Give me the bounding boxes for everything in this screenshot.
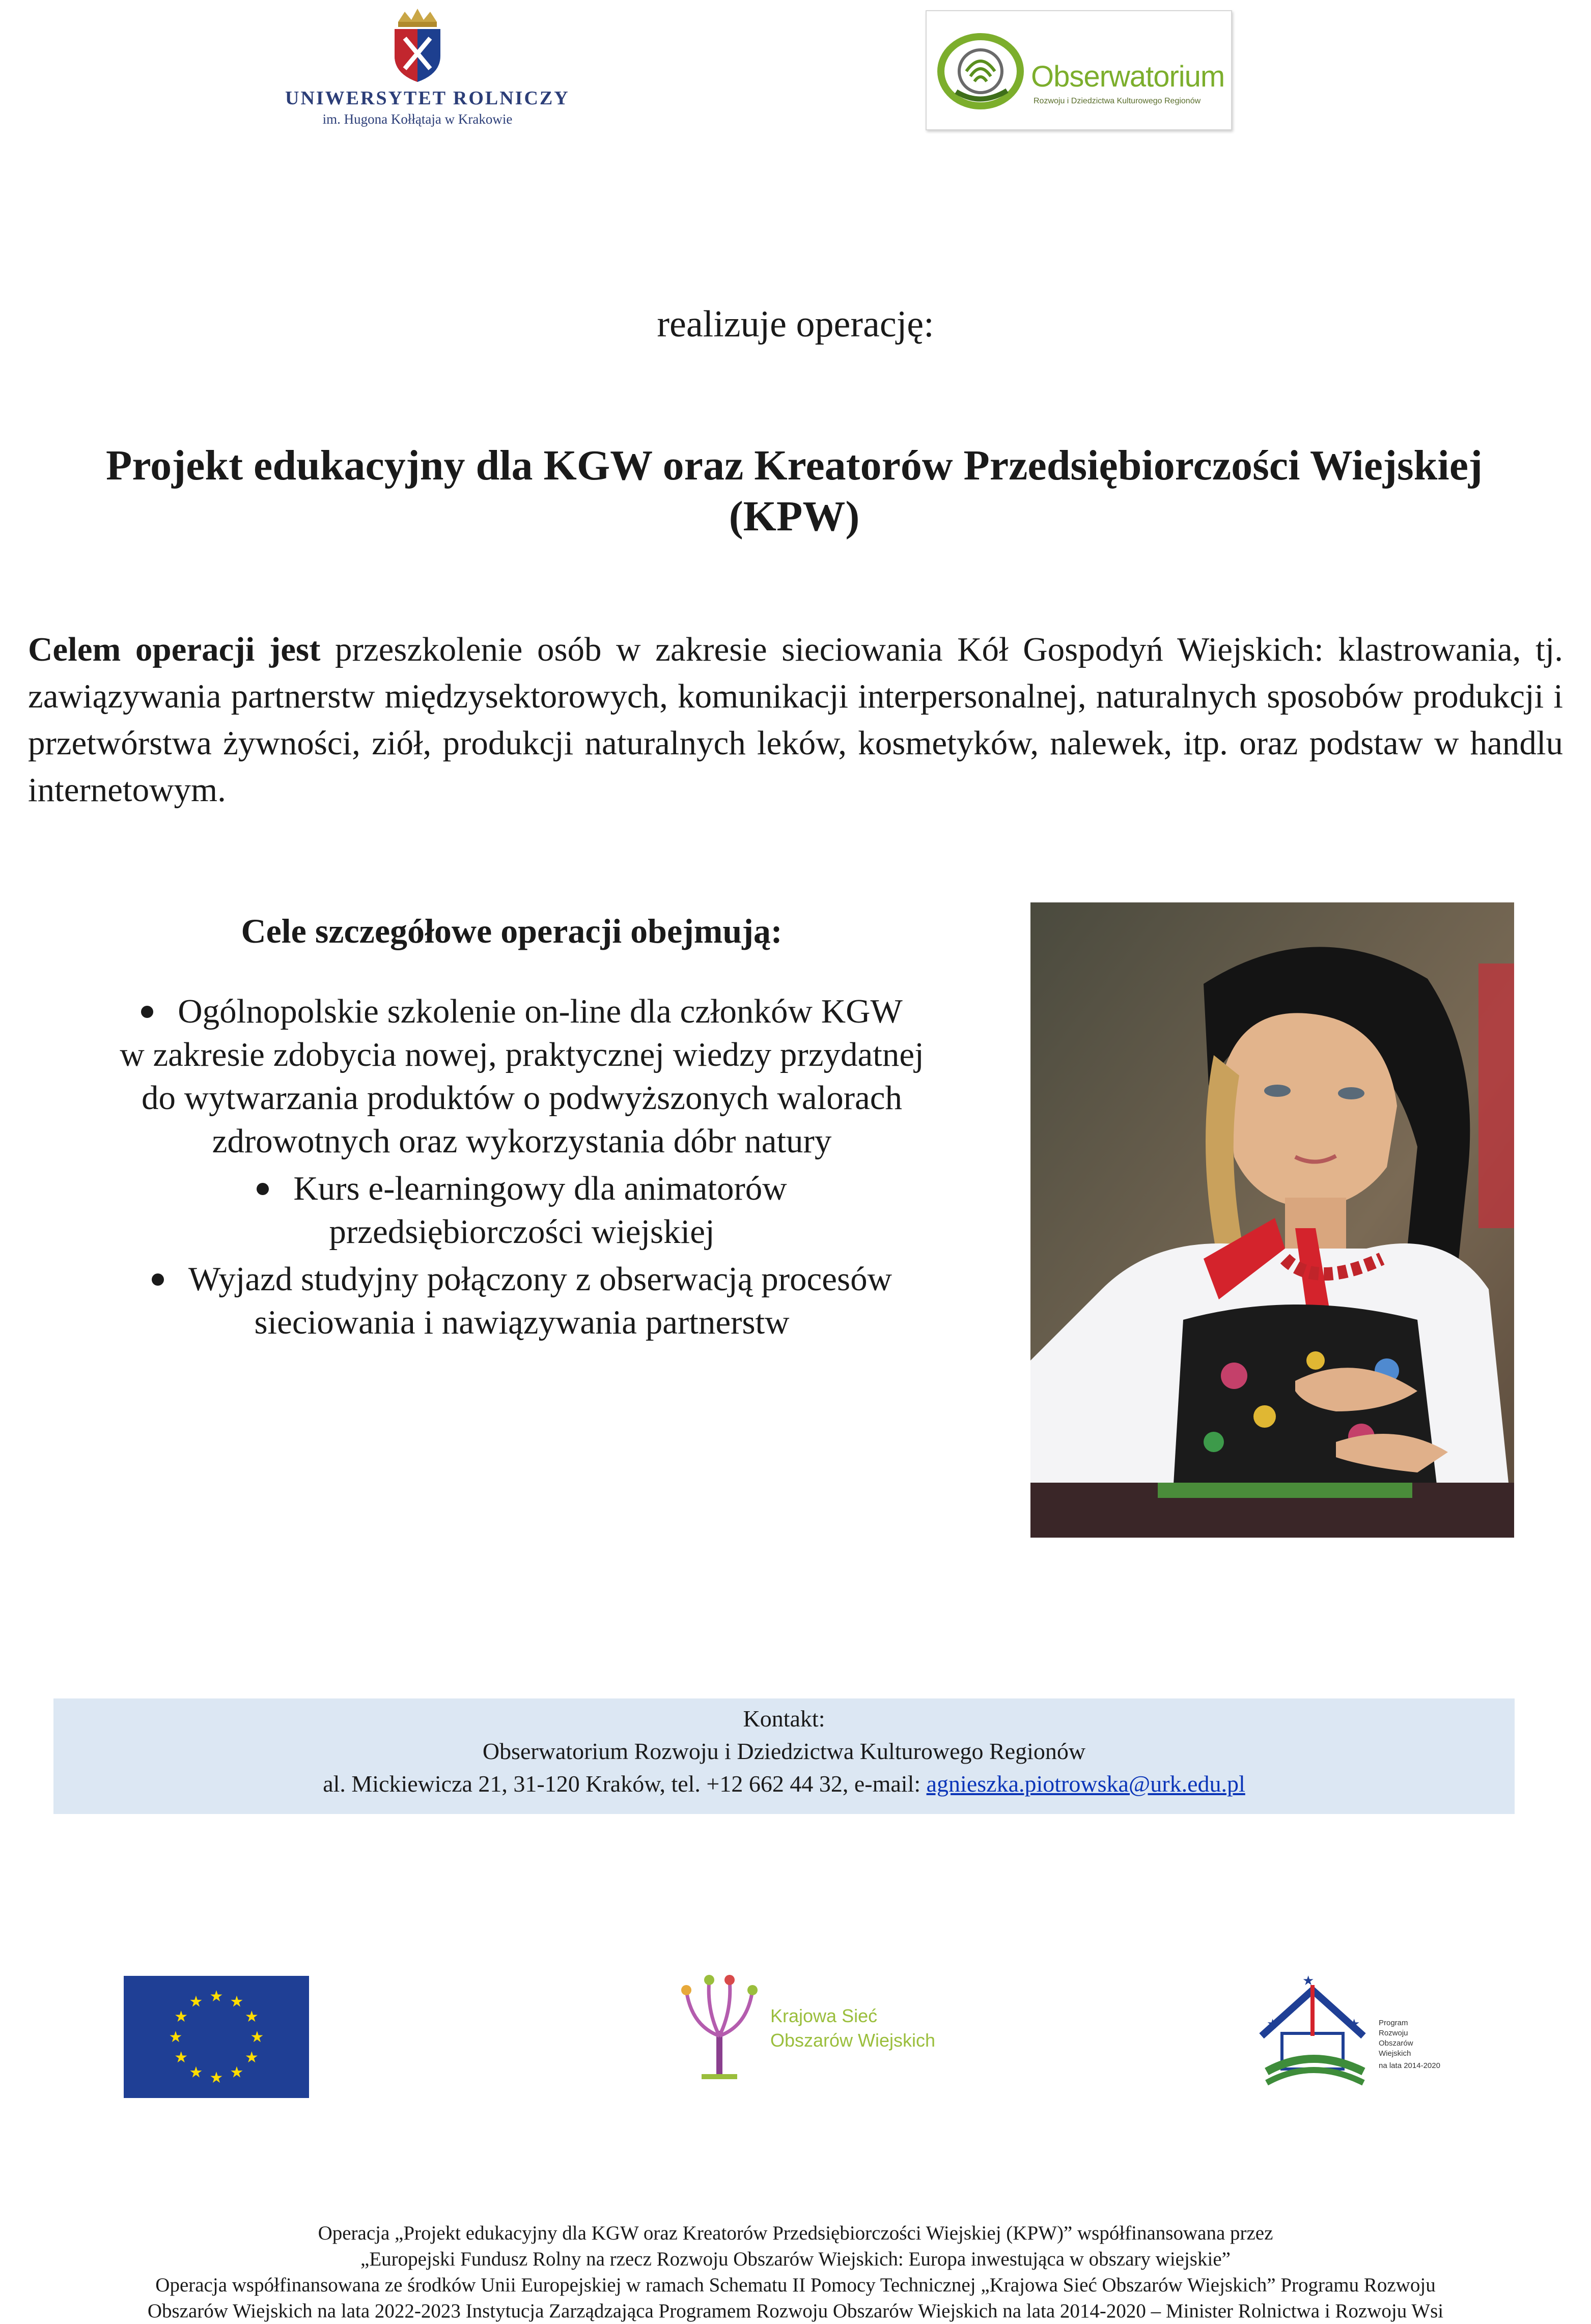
list-item-line: zdrowotnych oraz wykorzystania dóbr natury: [212, 1122, 832, 1160]
contact-org: Obserwatorium Rozwoju i Dziedzictwa Kulturowego Regionów: [482, 1738, 1086, 1764]
goal-lead: Celem operacji jest: [28, 631, 321, 668]
urk-logo: [285, 8, 570, 145]
eu-star-icon: ★: [244, 2008, 259, 2025]
obserwatorium-emblem-icon: [936, 31, 1027, 112]
ksow-line2: Obszarów Wiejskich: [770, 2030, 936, 2051]
eu-stars-icon: [124, 1976, 309, 2098]
prow-line1: Program: [1379, 2019, 1408, 2027]
eu-star-icon: ★: [174, 2008, 188, 2025]
university-crest-icon: [387, 8, 448, 84]
urk-name: UNIWERSYTET ROLNICZY: [285, 88, 570, 109]
footer-line: Obszarów Wiejskich na lata 2022-2023 Instytucja Zarządzająca Programem Rozwoju Obszarów Wiejskich na lata 2014-2020 – Minister Rolnictwa i Rozwoju Wsi: [147, 2300, 1444, 2322]
ksow-tree-icon: [671, 1970, 768, 2082]
svg-text:★: ★: [1348, 2017, 1360, 2031]
ksow-logo: [671, 1970, 966, 2082]
folk-girl-photo: [1030, 902, 1514, 1538]
list-item: [76, 1167, 967, 1254]
eu-star-icon: ★: [189, 2064, 203, 2081]
svg-text:★: ★: [1302, 1973, 1315, 1988]
footer: [31, 2220, 1560, 2324]
bullet-icon: [257, 1183, 269, 1195]
contact-email-link[interactable]: agnieszka.piotrowska@urk.edu.pl: [926, 1771, 1245, 1797]
eu-star-icon: ★: [189, 1993, 203, 2010]
prow-line4: Wiejskich: [1379, 2049, 1411, 2058]
prow-line3: Obszarów: [1379, 2039, 1413, 2048]
list-item-line: Kurs e-learningowy dla animatorów: [293, 1170, 787, 1207]
list-item: [76, 990, 967, 1163]
eu-star-icon: ★: [209, 2070, 224, 2086]
contact-label: Kontakt:: [743, 1706, 825, 1732]
eu-star-icon: ★: [250, 2029, 264, 2046]
page-title: Projekt edukacyjny dla KGW oraz Kreatorów Przedsiębiorczości Wiejskiej (KPW): [106, 442, 1483, 540]
contact-address: al. Mickiewicza 21, 31-120 Kraków, tel. +12 662 44 32, e-mail:: [323, 1771, 927, 1797]
ksow-line1: Krajowa Sieć: [770, 2005, 878, 2026]
eu-flag-logo: [124, 1976, 309, 2098]
obserwatorium-subtitle: Rozwoju i Dziedzictwa Kulturowego Regionów: [1034, 97, 1201, 105]
footer-line: Operacja współfinansowana ze środków Unii Europejskiej w ramach Schematu II Pomocy Technicznej „Krajowa Sieć Obszarów Wiejskich” Programu Rozwoju: [155, 2274, 1436, 2296]
footer-line: „Europejski Fundusz Rolny na rzecz Rozwoju Obszarów Wiejskich: Europa inwestująca w obszary wiejskie”: [360, 2248, 1231, 2270]
list-item-line: Ogólnopolskie szkolenie on-line dla członków KGW: [178, 993, 903, 1030]
footer-line: Operacja „Projekt edukacyjny dla KGW oraz Kreatorów Przedsiębiorczości Wiejskiej (KPW)” współfinansowana przez: [318, 2222, 1273, 2244]
goal-paragraph: [28, 626, 1563, 813]
obserwatorium-logo: [926, 10, 1232, 130]
list-item-line: do wytwarzania produktów o podwyższonych walorach: [141, 1079, 903, 1117]
eu-star-icon: ★: [230, 1993, 244, 2010]
objectives-list: [76, 990, 967, 1348]
prow-line5: na lata 2014-2020: [1379, 2061, 1440, 2070]
list-item-line: sieciowania i nawiązywania partnerstw: [254, 1303, 790, 1341]
prow-house-icon: [1251, 1970, 1374, 2092]
intro-text: realizuje operację:: [657, 303, 934, 345]
goal-text: przeszkolenie osób w zakresie sieciowania Kół Gospodyń Wiejskich: klastrowania, tj. zawiązywania partnerstw międzysektorowych, komunikacji interpersonalnej, naturalnych sposobów produkcji i przetwórstwa żywności, ziół, produkcji naturalnych leków, kosmetyków, nalewek, itp. oraz podstaw w handlu internetowym.: [28, 631, 1564, 809]
prow-line2: Rozwoju: [1379, 2029, 1408, 2037]
eu-star-icon: ★: [244, 2049, 259, 2066]
urk-subtitle: im. Hugona Kołłątaja w Krakowie: [322, 111, 513, 127]
contact-box: [53, 1698, 1515, 1814]
list-item-line: przedsiębiorczości wiejskiej: [329, 1213, 715, 1251]
svg-text:★: ★: [1267, 2017, 1279, 2031]
bullet-icon: [152, 1273, 164, 1286]
objectives-heading: Cele szczegółowe operacji obejmują:: [241, 912, 783, 950]
eu-star-icon: ★: [174, 2049, 188, 2066]
list-item: [76, 1258, 967, 1344]
list-item-line: w zakresie zdobycia nowej, praktycznej wiedzy przydatnej: [120, 1036, 924, 1073]
prow-logo: [1251, 1970, 1445, 2092]
obserwatorium-name: Obserwatorium: [1031, 60, 1225, 93]
contact-address-line: [53, 1768, 1515, 1800]
bullet-icon: [141, 1006, 153, 1018]
eu-star-icon: ★: [230, 2064, 244, 2081]
folk-girl-photo-image: [1030, 902, 1514, 1538]
list-item-line: Wyjazd studyjny połączony z obserwacją procesów: [188, 1260, 892, 1298]
eu-star-icon: ★: [209, 1988, 224, 2005]
eu-star-icon: ★: [169, 2029, 183, 2046]
